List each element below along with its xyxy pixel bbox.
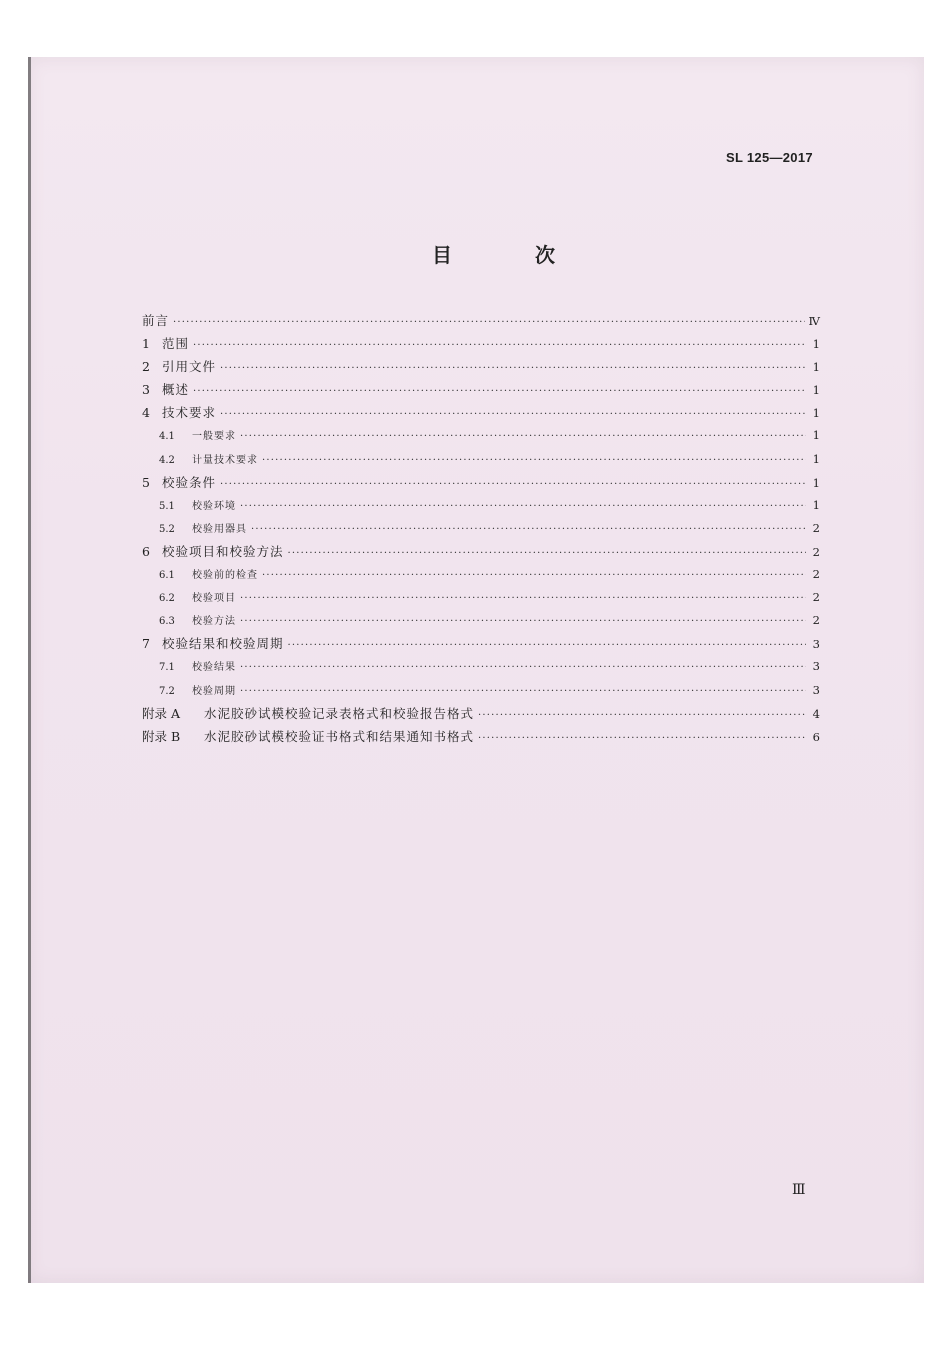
toc-entry-label: 范围 (162, 336, 190, 352)
toc-entry[interactable] (142, 332, 820, 355)
toc-entry-page: 2 (812, 613, 820, 628)
toc-entry[interactable] (142, 309, 820, 332)
toc-entry[interactable] (142, 448, 820, 471)
toc-entry-label: 校验结果 (192, 662, 236, 674)
toc-leader-dots (478, 727, 806, 750)
toc-leader-dots (240, 656, 806, 679)
toc-entry-label: 校验条件 (162, 474, 217, 490)
toc-entry[interactable] (142, 540, 820, 563)
toc-leader-dots (173, 311, 804, 334)
toc-entry-label: 水泥胶砂试模校验证书格式和结果通知书格式 (204, 728, 475, 744)
toc-entry-page: 1 (812, 337, 820, 352)
toc-entry-page: 1 (812, 383, 820, 398)
toc-entry-label: 计量技术要求 (192, 454, 258, 466)
toc-entry-page: 2 (812, 567, 820, 582)
toc-leader-dots (193, 334, 806, 357)
toc-entry-number: 附录 A (142, 705, 181, 721)
toc-entry[interactable] (142, 655, 820, 678)
toc-leader-dots (251, 518, 806, 541)
toc-entry-number: 4.1 (159, 431, 175, 443)
toc-entry-number: 3 (142, 382, 150, 398)
toc-leader-dots (240, 425, 806, 448)
document-code: SL 125—2017 (726, 150, 813, 165)
toc-entry[interactable] (142, 424, 820, 447)
toc-entry[interactable] (142, 401, 820, 424)
toc-entry[interactable] (142, 471, 820, 494)
toc-entry-number: 1 (142, 336, 150, 352)
toc-entry-number: 5.1 (159, 500, 175, 512)
toc-entry-page: 2 (812, 544, 820, 559)
toc-entry-number: 5.2 (159, 523, 175, 535)
toc-leader-dots (193, 380, 806, 403)
toc-entry[interactable] (142, 494, 820, 517)
toc-entry[interactable] (142, 517, 820, 540)
toc-entry-number: 7.2 (159, 685, 175, 697)
toc-leader-dots (262, 449, 806, 472)
toc-entry-label: 校验项目和校验方法 (162, 543, 284, 559)
toc-entry-page: 2 (812, 520, 820, 535)
toc-entry[interactable] (142, 355, 820, 378)
toc-entry-page: 1 (812, 406, 820, 421)
toc-leader-dots (288, 634, 806, 657)
toc-entry-label: 校验周期 (192, 685, 236, 697)
toc-entry[interactable] (142, 679, 820, 702)
toc-leader-dots (478, 704, 806, 727)
toc-entry-number: 2 (142, 359, 150, 375)
toc-entry-page: 4 (812, 706, 820, 721)
page-number: Ⅲ (792, 1182, 806, 1198)
toc-entry-page: 3 (812, 682, 820, 697)
toc-entry-page: 6 (812, 729, 820, 744)
toc-entry-number: 附录 B (142, 728, 181, 744)
toc-entry-number: 7.1 (159, 662, 175, 674)
page-edge (28, 57, 31, 1283)
toc-entry-label: 校验环境 (192, 500, 236, 512)
table-of-contents (142, 309, 820, 748)
toc-entry-label: 校验结果和校验周期 (162, 636, 284, 652)
toc-entry-label: 引用文件 (162, 359, 217, 375)
toc-entry-page: 1 (812, 497, 820, 512)
toc-leader-dots (220, 357, 806, 380)
toc-entry-label: 技术要求 (162, 405, 217, 421)
toc-entry-page: 3 (812, 659, 820, 674)
toc-entry-label: 前言 (142, 313, 170, 328)
toc-entry-label: 水泥胶砂试模校验记录表格式和校验报告格式 (204, 705, 475, 721)
toc-entry-label: 校验方法 (192, 616, 236, 628)
toc-leader-dots (240, 610, 806, 633)
toc-entry-page: 1 (812, 428, 820, 443)
toc-entry-page: 1 (812, 475, 820, 490)
toc-entry[interactable] (142, 632, 820, 655)
toc-entry-number: 4.2 (159, 454, 175, 466)
toc-entry-number: 6.3 (159, 616, 175, 628)
toc-entry-number: 6.1 (159, 570, 175, 582)
toc-entry[interactable] (142, 563, 820, 586)
toc-entry[interactable] (142, 378, 820, 401)
page-title: 目 次 (432, 243, 593, 267)
toc-entry-label: 校验项目 (192, 593, 236, 605)
toc-entry-page: Ⅳ (808, 314, 820, 328)
toc-entry-label: 校验前的检查 (192, 570, 258, 582)
toc-entry-label: 校验用器具 (192, 523, 247, 535)
toc-entry-number: 5 (142, 474, 150, 490)
toc-entry[interactable] (142, 586, 820, 609)
toc-leader-dots (220, 403, 806, 426)
toc-leader-dots (262, 564, 806, 587)
toc-entry-number: 6 (142, 543, 150, 559)
toc-entry[interactable] (142, 609, 820, 632)
toc-entry-number: 7 (142, 636, 150, 652)
toc-entry-page: 2 (812, 590, 820, 605)
toc-entry[interactable] (142, 702, 820, 725)
toc-entry[interactable] (142, 725, 820, 748)
toc-entry-page: 1 (812, 451, 820, 466)
toc-leader-dots (220, 473, 806, 496)
toc-entry-label: 概述 (162, 382, 190, 398)
toc-entry-page: 1 (812, 360, 820, 375)
toc-entry-label: 一般要求 (192, 431, 236, 443)
toc-leader-dots (288, 542, 806, 565)
toc-leader-dots (240, 495, 806, 518)
toc-leader-dots (240, 587, 806, 610)
toc-entry-number: 4 (142, 405, 150, 421)
toc-entry-number: 6.2 (159, 593, 175, 605)
toc-leader-dots (240, 680, 806, 703)
toc-entry-page: 3 (812, 637, 820, 652)
